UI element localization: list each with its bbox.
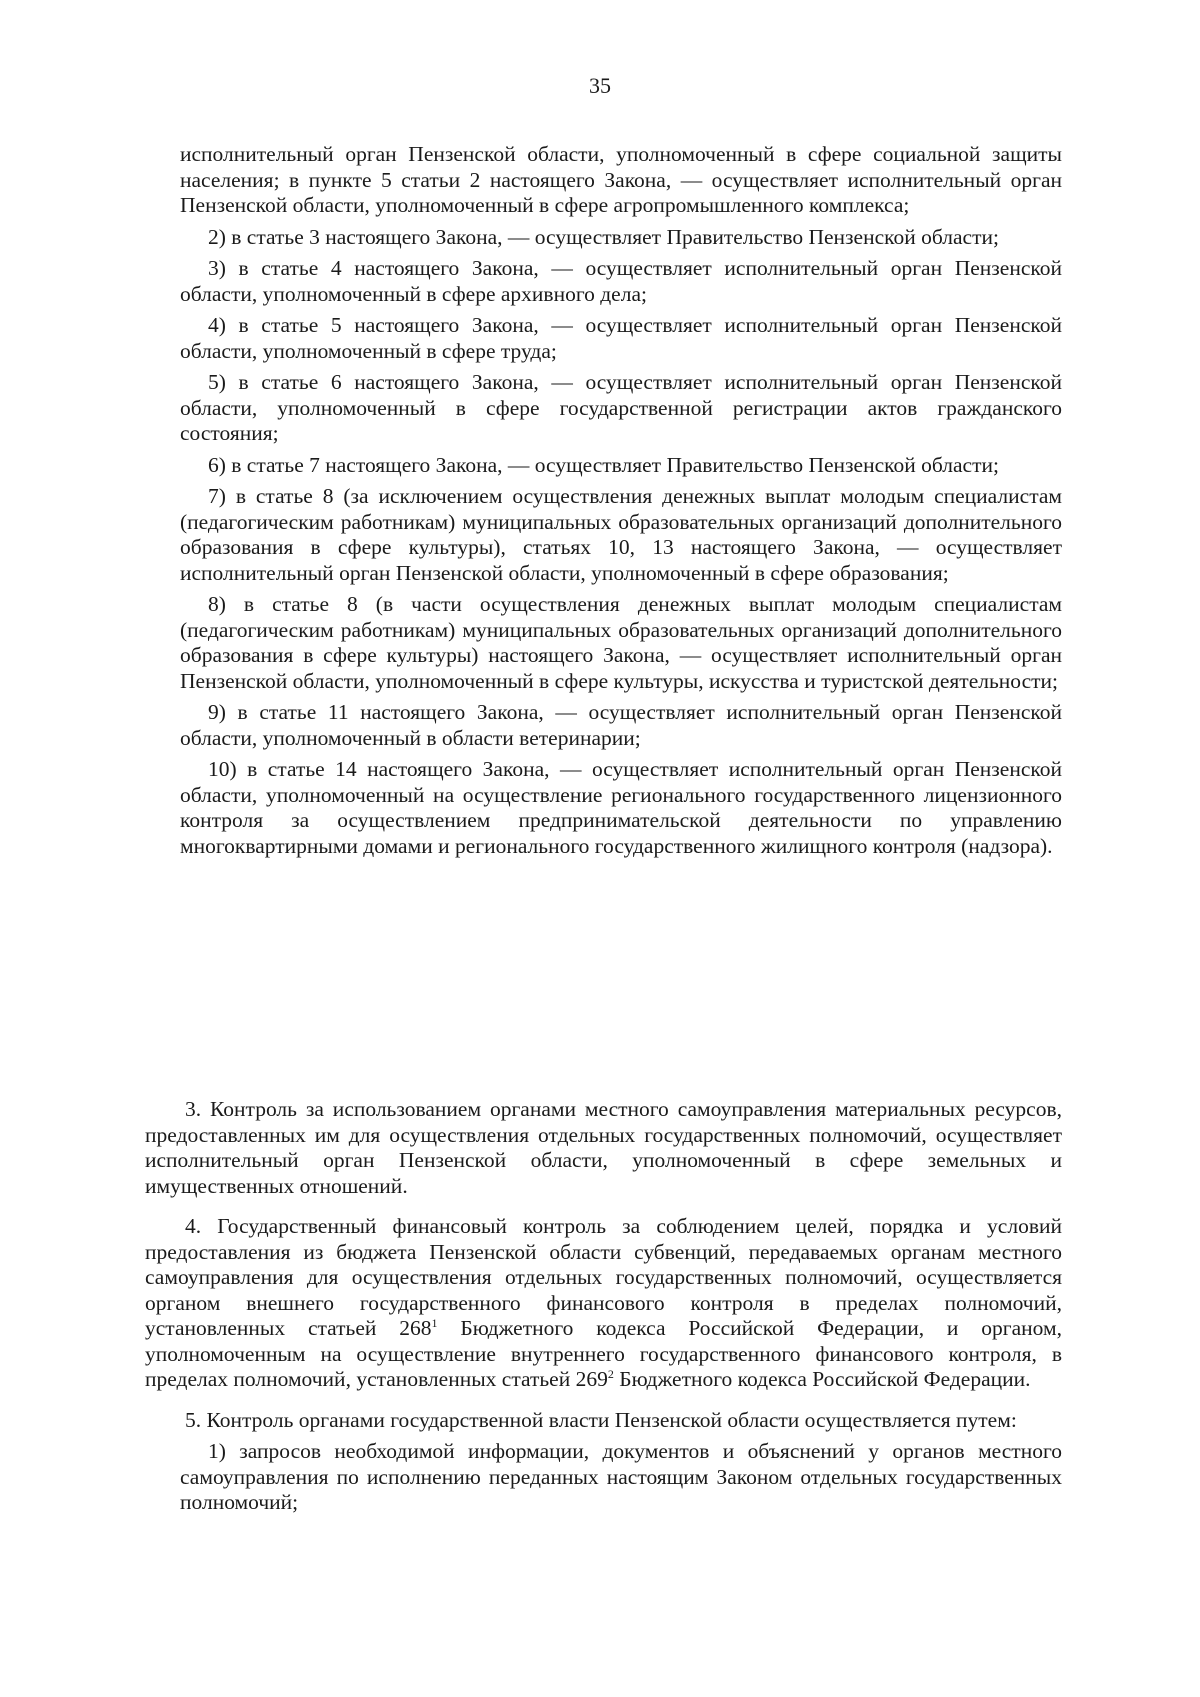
indented-list bbox=[180, 142, 1062, 865]
page-number: 35 bbox=[589, 73, 611, 98]
superscript: 1 bbox=[431, 1315, 438, 1330]
paragraph-3: 3. Контроль за использованием органами местного самоуправления материальных ресурсов, предоставленных им для осуществления отдельных государственных полномочий, осуществляет исполнительный орган Пензенской области, уполномоченный в сфере земельных и имущественных отношений. bbox=[145, 1097, 1062, 1198]
paragraph-4 bbox=[145, 1214, 1062, 1393]
list-item: 4) в статье 5 настоящего Закона, — осуществляет исполнительный орган Пензенской области, уполномоченный в сфере труда; bbox=[180, 313, 1062, 363]
list-item: 6) в статье 7 настоящего Закона, — осуществляет Правительство Пензенской области; bbox=[208, 452, 999, 477]
superscript: 2 bbox=[607, 1366, 614, 1381]
paragraph-4-part2: Бюджетного кодекса Российской Федерации, и органом, уполномоченным на осуществление внутреннего государственного финансового контроля, в пределах полномочий, установленных статьей 269 bbox=[145, 1316, 1062, 1391]
paragraph-4-part1: 4. Государственный финансовый контроль за соблюдением целей, порядка и условий предоставления из бюджета Пензенской области субвенций, передаваемых органам местного самоуправления для осуществления отдельных государственных полномочий, осуществляется органом внешнего государственного финансового контроля в пределах полномочий, установленных статьей 268 bbox=[145, 1214, 1062, 1340]
list-item: 10) в статье 14 настоящего Закона, — осуществляет исполнительный орган Пензенской области, уполномоченный на осуществление регионального государственного лицензионного контроля за осуществлением предпринимательской деятельности по управлению многоквартирными домами и регионального государственного жилищного контроля (надзора). bbox=[180, 757, 1062, 858]
paragraph-5-item-1: 1) запросов необходимой информации, документов и объяснений у органов местного самоуправления по исполнению переданных настоящим Законом отдельных государственных полномочий; bbox=[180, 1439, 1062, 1514]
paragraph-5: 5. Контроль органами государственной власти Пензенской области осуществляется путем: bbox=[185, 1407, 1017, 1432]
list-item: 7) в статье 8 (за исключением осуществления денежных выплат молодым специалистам (педагогическим работникам) муниципальных образовательных организаций дополнительного образования в сфере культуры), статьях 10, 13 настоящего Закона, — осуществляет исполнительный орган Пензенской области, уполномоченный в сфере образования; bbox=[180, 484, 1062, 585]
list-item: 5) в статье 6 настоящего Закона, — осуществляет исполнительный орган Пензенской области, уполномоченный в сфере государственной регистрации актов гражданского состояния; bbox=[180, 370, 1062, 445]
list-item: 3) в статье 4 настоящего Закона, — осуществляет исполнительный орган Пензенской области, уполномоченный в сфере архивного дела; bbox=[180, 256, 1062, 306]
list-item: исполнительный орган Пензенской области, уполномоченный в сфере социальной защиты населения; в пункте 5 статьи 2 настоящего Закона, — осуществляет исполнительный орган Пензенской области, уполномоченный в сфере агропромышленного комплекса; bbox=[180, 142, 1062, 217]
main-paragraphs bbox=[145, 1097, 1062, 1522]
list-item: 8) в статье 8 (в части осуществления денежных выплат молодым специалистам (педагогическим работникам) муниципальных образовательных организаций дополнительного образования в сфере культуры) настоящего Закона, — осуществляет исполнительный орган Пензенской области, уполномоченный в сфере культуры, искусства и туристской деятельности; bbox=[180, 592, 1062, 693]
list-item: 9) в статье 11 настоящего Закона, — осуществляет исполнительный орган Пензенской области, уполномоченный в области ветеринарии; bbox=[180, 700, 1062, 750]
paragraph-4-part3: Бюджетного кодекса Российской Федерации. bbox=[613, 1367, 1031, 1391]
list-item: 2) в статье 3 настоящего Закона, — осуществляет Правительство Пензенской области; bbox=[208, 224, 999, 249]
